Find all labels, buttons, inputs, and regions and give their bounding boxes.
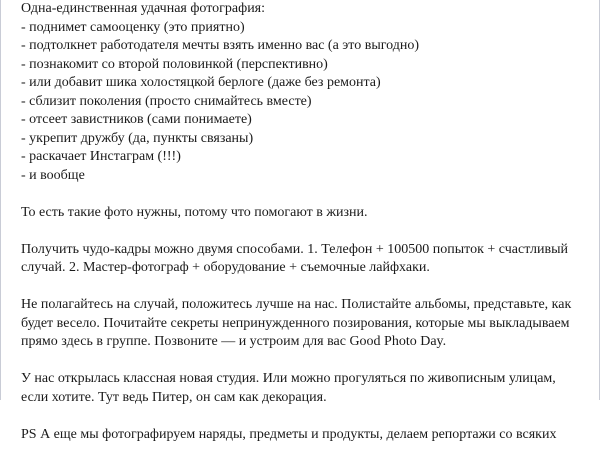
bullet-item: - сблизит поколения (просто снимайтесь вместе) (21, 93, 312, 109)
bullet-item: - и вообще (21, 167, 85, 183)
bullet-item: - поднимет самооценку (это приятно) (21, 19, 245, 35)
postscript-paragraph (21, 426, 589, 445)
bullet-item: - укрепит дружбу (да, пункты связаны) (21, 130, 254, 146)
benefits-paragraph (21, 0, 589, 185)
paragraph-line: случай. 2. Мастер-фотограф + оборудование + съемочные лайфхаки. (21, 260, 430, 275)
paragraph-line: прямо здесь в группе. Позвоните — и устроим для вас Good Photo Day. (21, 334, 447, 349)
paragraph-line: Не полагайтесь на случай, положитесь лучше на нас. Полистайте альбомы, представьте, как (21, 297, 572, 312)
bullet-item: - или добавит шика холостяцкой берлоге (даже без ремонта) (21, 75, 381, 90)
studio-paragraph (21, 370, 589, 407)
bullet-item: - раскачает Инстаграм (!!!) (21, 149, 181, 164)
bullet-item: - отсеет завистников (сами понимаете) (21, 112, 252, 127)
bullet-item: - подтолкнет работодателя мечты взять именно вас (а это выгодно) (21, 38, 420, 53)
intro-line: Одна-единственная удачная фотография: (21, 1, 266, 16)
summary-paragraph (21, 204, 589, 223)
paragraph-line: Получить чудо-кадры можно двумя способами. 1. Телефон + 100500 попыток + счастливый (21, 241, 568, 257)
post-text (21, 0, 589, 463)
call-to-action-paragraph (21, 296, 589, 352)
bullet-item: - познакомит со второй половинкой (перспективно) (21, 56, 328, 72)
paragraph-line: PS А еще мы фотографируем наряды, предметы и продукты, делаем репортажи со всяких (21, 426, 557, 442)
paragraph-line: У нас открылась классная новая студия. Или можно прогуляться по живописным улицам, (21, 371, 556, 386)
paragraph-line: если хотите. Тут ведь Питер, он сам как декорация. (21, 389, 327, 405)
paragraph-line: То есть такие фото нужны, потому что помогают в жизни. (21, 204, 368, 220)
paragraph-line: будет весело. Почитайте секреты непринужденного позирования, которые мы выкладываем (21, 315, 570, 331)
methods-paragraph (21, 241, 589, 278)
